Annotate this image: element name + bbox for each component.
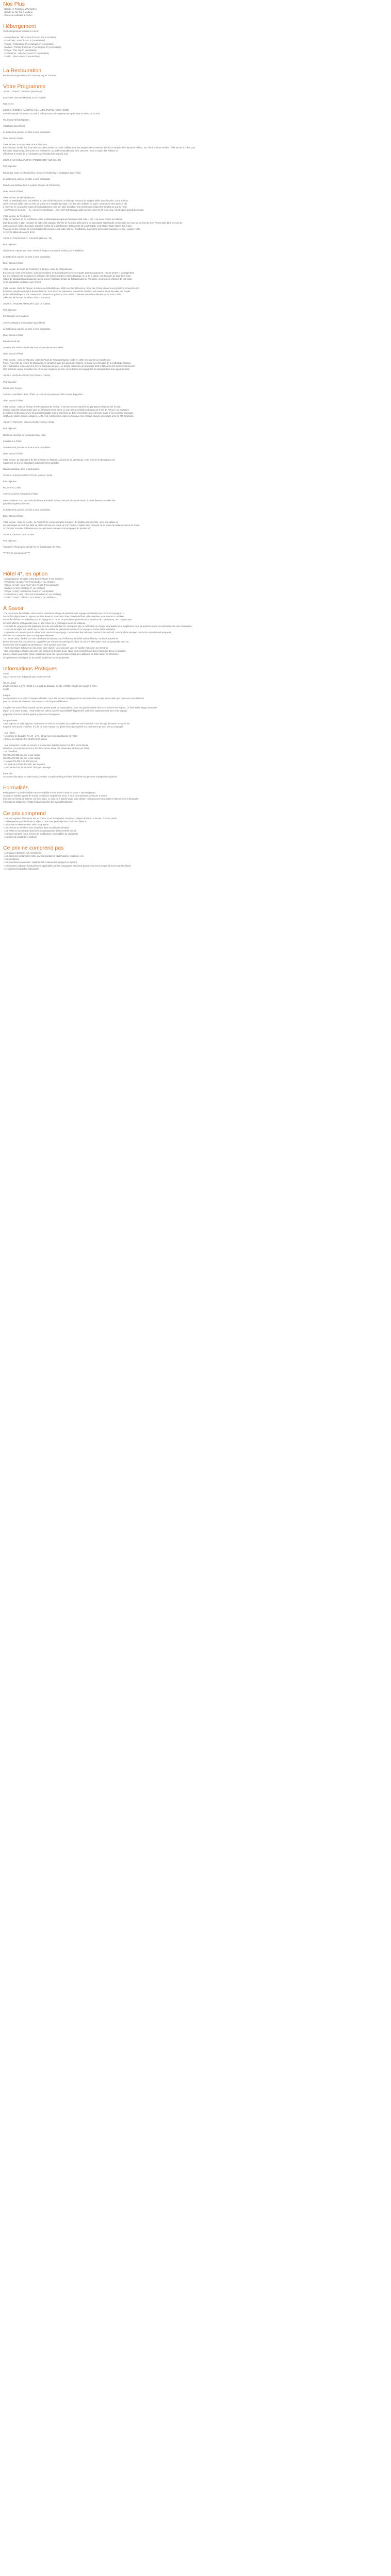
text-line: - Le guide Rs 300 à Rs 500 par jour <box>3 759 38 762</box>
section-lines-restauration <box>3 74 388 83</box>
text-line: Continuation vers Madurai. <box>3 315 29 318</box>
text-line: Langue <box>3 694 10 697</box>
text-line: Petit déjeuner. <box>3 309 17 312</box>
text-line: Visite incluse: Visite de Tanjore: le temple de Brihadishvara, édifié vers l'an Mil sous le règne des Chola, et dont les proportions et la perfection. <box>3 286 140 290</box>
text-line: Français et des vestiges de la colonisation tels qu'une seule autre ville fut : Pondichéry, la dernière possession française en Inde, jusqu'en 1954. <box>3 227 141 230</box>
text-line: Pension Demi-pension sauf à Chennai au jour d'arrivée <box>3 74 56 77</box>
text-line: En cours de route vers Tanjore, visite du complexe de Chidambaram avec ses quatre grandes gopurams (« tours-portes ») qui rappellent <box>3 271 134 274</box>
text-line: - Kumarakom : Lakesong resort 3* (ou similaire) <box>3 52 49 55</box>
text-line: - Il est nécessaire d'obtenir un visa avant votre départ. Nous pouvons vous en faciliter l'obtention sur demande. <box>3 647 109 650</box>
text-line: cette ancienne colonie française, dans les ruelles de la ville blanche. Découverte de la cathédrale et de l'église Notre-Dame des Anges. <box>3 224 133 227</box>
text-line: Visite incluse : visite de Madurai: visite du Palais de Tirumalai Nayak, fondé en 1636. Découverte du marché aux <box>3 359 111 362</box>
section-lines-hebergement <box>3 30 388 67</box>
text-line: par leur élégance les sculptures et peintures des temples dédiés à Shiva Nataraja, le roi de la danse. Continuation au long de la route <box>3 274 131 277</box>
text-line: collection de bronzes de Shiva, Vishnu et Parvati. <box>3 296 51 299</box>
text-line: Petit déjeuner. <box>3 539 17 543</box>
text-line: JOUR 9 : DEPART DE COCHIN <box>3 533 34 536</box>
text-line: Visite de l'ashram de Sri Aurobindo, poète et philosophe bengali qui fonda en 1926 cette « cité » où vivent encore ses fidèles, <box>3 218 123 221</box>
section-prix-comprend <box>3 810 388 845</box>
text-line: - Les tarifs de voyage ont été appliqués. Si votre vol ou la date ne correspond pas, la tarification du voyage sera ajustée et le supplément vous sera précisé avant la confirmation de votre réservation. <box>3 624 192 628</box>
text-line: - Pondichéry (1 nuit) : The Promenade 4* (ou similaire) <box>3 580 56 583</box>
text-line: - Periyar (1 nuit) : Cardamom County 4* (ou similaire) <box>3 589 54 592</box>
text-line: Le reste de la journée est libre à votre disposition. <box>3 177 51 180</box>
text-line: Assistez à la cérémonie de Vlarti soir au Temple de Meenakshi. <box>3 346 64 349</box>
section-title-a-savoir: À Savoir <box>3 605 24 612</box>
text-line: Vos hébergements pendant le circuit: <box>3 30 39 33</box>
section-lines-nos-plus <box>3 8 388 23</box>
section-title-nos-plus: Nos Plus <box>3 1 25 7</box>
text-line: - Les taxes aéroport (sous réserve de modification, susceptibles de variations). <box>3 833 78 835</box>
text-line: Installation à l'hôtel. <box>3 439 22 443</box>
text-line: - Danse de Kathakali à Cochin <box>3 14 32 17</box>
text-line: - Cochin : Abad Atrium 3* (ou similaire) <box>3 55 40 58</box>
text-line: Arrivée à Cochin et transfert à l'hôtel. <box>3 493 39 496</box>
text-line: Le reste de la journée est libre à votre disposition. <box>3 130 51 133</box>
text-line: Le reste de la journée est libre à votre disposition. <box>3 327 51 330</box>
text-line: St François, le palais hollandais avec ses peintures murales et la synagogue du quartier juif. <box>3 527 91 530</box>
text-line: réserve naturelle et sanctuaire pour les éléphants et les tigres. Le parc est accessible en bateau sur le lac de Periyar. Les paysages <box>3 409 129 412</box>
text-line: Rs 200 à Rs 350 par jour et par voiture <box>3 753 41 756</box>
text-line: ses carrelages de Delft, les filets de pêche chinois à la pointe de Fort Cochin. L'église Saint François où se trouve la tombe de Vasco de Gama. <box>3 524 140 527</box>
text-line: - Le premier et le dernier jour du séjour sont consacrés au voyage. Les horaires des vols sont donnés à titre indicatif. Les transferts aéroport sont inclus selon les vols proposés. <box>3 631 172 634</box>
text-line: - Periyar : Tree Top 3* (ou similaire) <box>3 48 37 52</box>
text-line: - Tanjore (1 nuit) : Ideal River View Resort 4* (ou similaire) <box>3 583 59 586</box>
text-line: La constitution reconnaît 22 langues officielles. Il est très souvent compliqué de se retrouver dans un pays aussi vaste que l'Inde avec ses dialectes. <box>3 697 145 700</box>
text-line: Visite incluse: En route visite de Kanchipuram. <box>3 143 48 146</box>
text-line: JOUR 4 : PONDICHERY / TANJORE (180 km / 5h) <box>3 236 52 240</box>
text-line: JOUR 3 : MAHABALIPURAM / PONDICHERY (140 km / 3h) <box>3 159 61 162</box>
text-line: - Mahabalipuram (2 nuits) : Ideal Beach Resort 4* (ou similaire) <box>3 577 64 580</box>
text-line: et les splendides sculptures qui l'ornent. <box>3 280 42 283</box>
section-programme <box>3 83 388 570</box>
text-line: Visite incluse : visite de Periyar: le Parc National de Periyar. C'est une réserve naturelle de plantations d'épices, thé et café, <box>3 405 121 408</box>
section-title-restauration: La Restauration <box>3 67 42 74</box>
text-line: - Balade au Tuk Tuk à Madurai <box>3 11 33 14</box>
text-line: puis d'Auroville, le plan circulaire de cette ville utopique, élu ville de l'Unesco. Découverte du Sanctuaire Matrimandir, promenade sur l'avenue du front de mer. Promenade dans les rues de <box>3 221 183 224</box>
text-line: • Le porteur de bagages Rs. 20 - à Rs. 50 par sac selon la catégorie de l'hôtel <box>3 735 78 738</box>
text-line: Départ par route vers Pondichéry. Arrivée à Pondichéry et installation dans l'hôtel. <box>3 171 82 174</box>
text-line: Électricité <box>3 772 13 775</box>
text-line: région ou la caste sociale. L'Inde reste une culture qui offre la possibilité d'apprendre facilement quelques mots pour votre voyage. <box>3 709 128 713</box>
text-line: Aucun vaccin n'est obligatoire pour entrer en Inde. <box>3 675 52 678</box>
text-line: sur l'Hindouisme et découvrez la ferveur religieuse du pays. Le temple est un lieu de pèlerinage actif et fait partie des monuments ouverts. <box>3 365 135 368</box>
text-line: peuvent ne pas être proposées ou suggérées par manque de participants, dans ce cas une alternative vous sera proposée avec au <box>3 640 129 643</box>
text-line: Visite incluse: En route de Pondichéry à Tanjore, visite de Chidambaram. <box>3 268 73 271</box>
text-line: Arrivée à Madurai et installation dans l'hôtel. <box>3 321 46 324</box>
text-line: - L'hébergement pour la durée du séjour 7 nuits avec petit-déjeuner / Tarifs en hôtels 3*. <box>3 820 87 823</box>
text-line: - En haute saison, la direction des conditions climatiques, ou à l'affluence de l'hôtel est insuffisante, certaines activités et <box>3 637 118 640</box>
text-line: - Madurai : Fortune Pandiyan 4* ou Sangam 4* (ou similaire) <box>3 45 61 48</box>
text-line: - Kumarakom (1 nuit) : The Zuri Kumarakom 4* (ou similaire) <box>3 593 61 596</box>
section-nos-plus <box>3 1 388 23</box>
text-line: - Madurai (1 nuit) : Heritage 4* (ou similaire) <box>3 586 45 589</box>
text-line: Arrivée matinale à Chennai. Accueil à l'aéroport par notre représentant puis route en direction du sud. <box>3 112 100 115</box>
spacer <box>3 874 388 877</box>
text-line: ville devint le centre de la renaissance de l'Hindouisme dans le Sud. <box>3 152 69 156</box>
text-line: JOUR 7 : PERIYAR / KUMARAKOM (135 KM / 3H00) <box>3 421 55 424</box>
text-line: font de ce temple un des plus beaux de l'Inde. Il est inscrit au patrimoine mondial de l'Unesco. Découverte aussi du palais des Nayak <box>3 290 131 293</box>
text-line: les tarifs affichés sont garantis pour un aller-retour de la compagnie aérienne indiquée. <box>3 621 86 624</box>
section-title-prix-ne-comprend-pas: Ce prix ne comprend pas <box>3 845 64 852</box>
text-line: éléphants, bisons, singes, sangliers, cerfs et de nombreuses espèces d'oiseaux. Une réserve classée qui compte près de 700 éléphants. <box>3 415 134 418</box>
text-line: Départ Pour Tanjore par route. Arrivée à Tanjore et transfert à hôtel pour l'installation. <box>3 249 85 252</box>
text-line: Passeport en cours de validité et encore valable 6 mois après la date de retour + visa obligatoire. <box>3 791 96 794</box>
text-line: - Aux restaurants : en fin de service et si vous êtes satisfait, laisser 5 à 10% sur la facture. <box>3 744 89 747</box>
text-line: Les pourboires <box>3 719 18 722</box>
text-line: fleurs. Puis visite du temple de Meenakshi, le complexe avec ses gopurams colorés, véritable livre d'images de la mythologie hindoue. <box>3 362 132 365</box>
text-line: - La Pénitence d'Arjuna — ou « Descente du Gange », bas-relief mythologique taillé sur une roche de 27 m de long, l'un des plus grands du monde. <box>3 209 144 212</box>
text-line: effectuer en conjonction avec la compagnie aérienne. <box>3 634 55 637</box>
text-line: Une occasion unique d'assister à la cérémonie religieuse du soir, où les fidèles accompagnent les divinités dans leurs appartements. <box>3 368 130 371</box>
text-line: - Pondichéry : Anandha Inn 3* (ou similaire) <box>3 39 45 42</box>
text-line: JOUR 5 : TANJORE / MADURAI (110 km / 3H00) <box>3 302 51 306</box>
text-line: les cultes religieux qui, dès avant l'ère chrétienne, accueillit le Bouddhisme et le Jaïnisme. Sous le règne des Pallava, la <box>3 149 118 152</box>
text-line: Arrivée et installation dans l'hôtel. Le reste de la journée est libre à votre disposition. <box>3 393 84 396</box>
text-line: des prestations identiques ou de qualité supérieure seront proposées. <box>3 656 70 659</box>
text-line: village de Gangaikondacholapuram qui se trouve l'imposant temple de Brihadishvara du XIe siècle, un des chefs-d'œuvre de l'art chola. <box>3 277 133 280</box>
text-line: - Balade en Rickshaw à Pondichéry <box>3 8 38 10</box>
section-lines-informations-pratiques <box>3 672 388 785</box>
text-line: - Le circuit du séjour est calculé sur la base du nombre de personnes inscrites à ce voyage et sur les dates indiquées. <box>3 628 116 631</box>
text-line: Informations obligatoires : https://indianvisaonline.gov.in/visa/Registration <box>3 801 73 804</box>
text-line: Dîner et nuit à l'hôtel. <box>3 333 24 336</box>
text-line: Visite incluse: de Pondichéry <box>3 215 31 218</box>
section-lines-programme <box>3 90 388 570</box>
text-line: C'est toujours un sujet épineux, notamment en Inde où les règles de pourboires sont implicites. Il est d'usage de laisser un pourboire <box>3 722 130 725</box>
text-line: - Les taxes de solidarité et carbone. <box>3 836 38 839</box>
text-line: et de sa bibliothèque et son musée d'art. Visite de la galerie et d'un musée contenant une riche collection de bronzes Chola. <box>3 293 122 296</box>
text-line: Balade en tuk tuk. <box>3 340 21 343</box>
text-line: d'identité au format de 5x5mm, sur fond blanc. Le visa est à obtenir avant votre départ. Nous pouvons vous aider à l'obtenir avec la démarche. <box>3 798 139 801</box>
text-line: - Un Chauffeur <box>3 750 18 753</box>
text-line: en été. <box>3 688 10 690</box>
text-line: Petit déjeuner. <box>3 480 17 483</box>
text-line: Petit déjeuner. <box>3 380 17 383</box>
text-line: Petit déjeuner. <box>3 165 17 168</box>
text-line: Les tarifs indiqués sont en vigueur pour les dates de réservation hors période de fêtes et le calendrier reste soumis à condition. <box>3 615 125 618</box>
section-title-hebergement: Hébergement <box>3 23 36 30</box>
text-line: Installation dans l'hôtel. <box>3 124 26 127</box>
text-line: JOUR 6 : MADURAI / PERIYAR (150 KM / 4H00) <box>3 374 51 377</box>
section-title-hotels-option: Hôtel 4*, en option <box>3 570 48 577</box>
document-body <box>3 1 388 877</box>
text-line: Balade au rickshaw dans le quartier français de Pondichéry. <box>3 183 60 187</box>
text-line: grandes épopées indiennes. <box>3 502 30 505</box>
text-line: Le reste de la journée est libre à votre disposition. <box>3 446 51 449</box>
text-line: Les tarifs affichés sont valables pour un voyage et un cahier de prestations particulier d'un minimum de 2 personnes, de 12 ans et plus. <box>3 618 133 621</box>
text-line: Dîner et nuit à l'hôtel. <box>3 352 24 355</box>
section-title-programme: Votre Programme <box>3 83 46 90</box>
text-line: Route vers Cochin. <box>3 486 22 489</box>
text-line: Dîner et nuit à l'hôtel. <box>3 137 24 140</box>
text-line: Dîner et nuit à l'hôtel. <box>3 262 24 265</box>
text-line: JOUR 8 : KUMARAKOM / COCHIN (60 KM / 1H30) <box>3 474 53 477</box>
text-line: chefs-d'oeuvre taillés dans un bloc de granit, et le Temple du rivage, l'un des plus célèbres du pays, construit au VIIIe siècle. Il est <box>3 202 127 206</box>
text-line: proposés à l'accueil par les guides qui nous accompagnent. <box>3 713 60 716</box>
text-line: - Ce circuit peut être réalisé, notre service clientèle se charge de planifier votre voyage en individuel sur circuit accompagné ou <box>3 612 124 615</box>
section-lines-a-savoir <box>3 612 388 665</box>
text-line: - Les pourboires. <box>3 858 20 861</box>
text-line: Le courant électrique en Inde est de 220 volts. Les prises de type indien, les fiches européennes s'adaptent en général. <box>3 775 118 778</box>
text-line: - Cochin (1 nuit) : Trident 4* ou Casino 4* (ou similaire) <box>3 596 56 599</box>
section-prix-ne-comprend-pas <box>3 845 388 877</box>
section-lines-prix-comprend <box>3 817 388 845</box>
text-line: minimum la même qualité de prestation et sans surcoût pour vous. <box>3 643 67 647</box>
text-line: - Les repas et boissons non mentionnés. <box>3 852 42 855</box>
text-line: Santé <box>3 672 9 675</box>
text-line: JOUR 2 : CHENNAI (MADRAS) / MAHABALIPURAM (60 km / 1h30) <box>3 109 69 112</box>
text-line: Visite incluse: de plantations de thé, d'herbes et d'épices. Au bord du lac Vembanad, cette réserve ornithologique est <box>3 458 115 461</box>
text-line: - Les dépenses personnelles telles que les pourboires, blanchisserie, téléphone, etc. <box>3 855 84 858</box>
text-line: Vous assisterez à un spectacle de danses Kathakali, drame costumé, chanté et dansé, dont les thèmes sont tirés des <box>3 499 116 502</box>
text-line: - Les services et transferts avec chauffeur dans un véhicule climatisé. <box>3 826 70 829</box>
text-line: Petit déjeuner. <box>3 243 17 246</box>
text-line: Nuit en vol. <box>3 103 14 106</box>
text-line: 14-18 : la statue de Jeanne d'Arc. <box>3 230 36 233</box>
text-line: Rs 300 à Rs 500 par jour et par voiture <box>3 756 41 759</box>
text-line: Visite incluse : visite de la ville : de Fort Cochin, ancien comptoir européen de tradition commerciale, avec ses églises et <box>3 520 118 523</box>
text-line: de collines verdoyantes d'une beauté remarquable sont la promesse de belles rencontres avec la faune locale et ses animaux sauvages, <box>3 412 134 415</box>
text-line: Le visa est valable à partir de la date d'émission. Depuis l'été 2013, il vous sera demandé de fournir 2 photos <box>3 794 107 798</box>
text-line: - Tanjore : Parisutham 3* ou Sangam 4* (ou similaire) <box>3 42 54 45</box>
text-line: à nouveau en vie dans la région de Mahabalipuram pour son style dravidien. Son architecture inspira les temples du sud de l'Inde. <box>3 206 128 209</box>
text-line: Dîner et nuit à l'hôtel. <box>3 514 24 517</box>
text-line: également un lieu de villégiature particulièrement agréable. <box>3 461 60 464</box>
section-hebergement <box>3 23 388 67</box>
text-line: Balade au bateau dans le backwaters. <box>3 468 40 471</box>
text-line: Le reste de la journée est libre à votre disposition. <box>3 256 51 259</box>
section-hotels-option <box>3 571 388 606</box>
text-line: - Les hausses carburant éventuellement applicables par les compagnies aériennes pouvant intervenir jusqu'à 30 jours avant le départ. <box>3 864 132 867</box>
text-line: Visite incluse: de Mahabalipuram <box>3 196 35 199</box>
text-line: Départ en direction de Kumarakom par route. <box>3 433 47 436</box>
text-line: Visite de Mahabalipuram: Les Pallava au VIIe siècle laissèrent un héritage étonnant de temples taillés dans la roche. Les 5 Rathas, <box>3 199 128 202</box>
section-formalites <box>3 785 388 810</box>
text-line: Route pour Mahabalipuram. <box>3 118 30 121</box>
text-line: *****Fin de nos services***** <box>3 552 30 555</box>
text-line: la facture. Un pourboire de 5% à 8% de la facture totale des dimanches et des jours fériés. <box>3 747 90 750</box>
text-line: pour un nombre de dialectes, soit plus de 4 000 langues différentes. <box>3 700 68 703</box>
text-line: Heure Locale <box>3 681 16 684</box>
section-title-formalites: Formalités <box>3 785 29 791</box>
text-line: L'anglais est aussi officiel et parlé par une grande partie de la population, avec une grande variété des accents selon les régions. Le hindi est la langue principale, <box>3 706 158 709</box>
text-line: Transfert à l'heure pour prendre le vol à destination de Paris. <box>3 546 61 549</box>
text-line: - Mahabalipuram : MGM Beach Resort 4* (ou similaire) <box>3 36 56 39</box>
section-lines-formalites <box>3 791 388 810</box>
section-restauration <box>3 67 388 83</box>
text-line: L'Inde se trouve à UTC +5h30. Il y a 4h30 de décalage en été et 3h30 en hiver par rapport à Paris. <box>3 684 97 687</box>
text-line: JOUR 1 : PARIS / CHENNAI (MADRAS) <box>3 90 42 93</box>
section-title-informations-pratiques: Informations Pratiques <box>3 665 58 672</box>
text-line: Départ vers Periyar. <box>3 386 23 389</box>
text-line: Dîner et nuit à l'hôtel. <box>3 399 24 402</box>
text-line: Dîner et nuit à l'hôtel. <box>3 190 24 193</box>
section-title-prix-comprend: Ce prix comprend <box>3 810 46 817</box>
text-line: - Le supplément chambre individuelle. <box>3 867 40 870</box>
text-line: Dîner et nuit à l'hôtel. <box>3 452 24 455</box>
text-line: Petit déjeuner. <box>3 427 17 430</box>
text-line: Kanchipuram, la ville d'or, l'une des sept villes saintes de l'Inde, célèbre pour ses temples et ses soieries. Elle fut la capitale de la dynastie Pallava, aux 7ème et 8ème siècles. . Ville sacrée à la fois pour <box>3 146 196 149</box>
text-line: Le reste de la journée est libre à votre disposition. <box>3 508 51 511</box>
section-lines-prix-ne-comprend-pas <box>3 852 388 877</box>
text-line: - Les assurances annulation / rapatriement et assurance bagages (en option). <box>3 861 78 864</box>
section-a-savoir <box>3 605 388 665</box>
text-line: Envol vers Chennai (Madras) sur vol régulier. <box>3 96 46 99</box>
text-line: - Des températures élevées peuvent être observées de mars à juin. Nous vous conseillons de boire beaucoup d'eau en bouteille. <box>3 650 126 653</box>
text-line: - Les vols réguliers aller-retour sur Air France ou Air India (taxes comprises), départ de Paris - Chennai / Cochin - Paris. <box>3 817 118 820</box>
section-lines-hotels-option <box>3 578 388 606</box>
text-line: • Service en chambre 5% et 10% de la facture <box>3 738 47 741</box>
text-line: au guide ainsi qu'au chauffeur, à la fin de votre voyage. Ce geste fait toujours plaisir aux personnes qui vous ont accompagné. <box>3 725 124 728</box>
text-line: - Aux Hôtels : <box>3 731 16 734</box>
text-line: - Un Mahout (cornac) Rs 100/- par éléphant <box>3 762 45 766</box>
text-line: pas nécessaire pour notre circuit, notamment pour des raisons météorologiques, politiques, de trafic routier ou d'horaires. <box>3 653 119 656</box>
text-line: - Le Charmeur de serpents Rs 100/- par passager <box>3 766 51 769</box>
section-informations-pratiques <box>3 666 388 785</box>
text-line: - La formule en demi-pension selon programme. <box>3 823 50 826</box>
text-line: - Les visites et excursions mentionnées au programme (frais d'entrée inclus). <box>3 829 77 832</box>
